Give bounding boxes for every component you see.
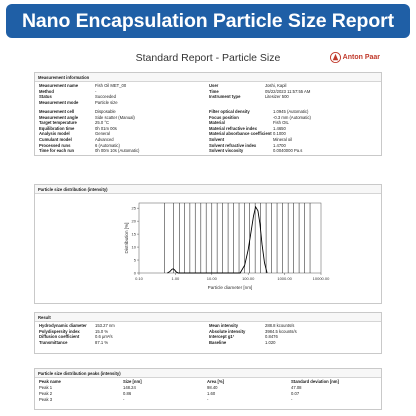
- kv-value: 0.8476: [265, 334, 278, 340]
- y-tick-label: 5: [133, 257, 136, 263]
- kv-value: 0.0040000 Pa.s: [273, 148, 303, 154]
- kv-value: -: [95, 88, 97, 94]
- peaks-header-cell: Peak name: [39, 378, 61, 384]
- kv-value: 25.0 °C: [95, 120, 110, 126]
- kv-value: 1.020: [265, 339, 276, 345]
- kv-row: [39, 340, 115, 346]
- kv-label: Method: [39, 88, 54, 94]
- report-banner: [6, 4, 410, 38]
- x-tick-label: 1.00: [171, 276, 180, 281]
- report-page: [34, 44, 382, 416]
- y-tick-label: 10: [131, 244, 136, 250]
- result-section: [34, 312, 382, 354]
- table-cell: 0.86: [123, 390, 132, 396]
- kv-label: Material refractive index: [209, 125, 257, 131]
- logo-text: Anton Paar: [342, 54, 380, 61]
- kv-value: -0.3 mm (Automatic): [273, 114, 311, 120]
- kv-value: Advanced: [95, 136, 114, 142]
- kv-label: Equilibration time: [39, 125, 75, 131]
- y-tick-label: 20: [131, 218, 136, 224]
- mi-left-group1: [39, 83, 126, 105]
- plot-frame: [139, 203, 321, 273]
- kv-label: Time for each run: [39, 148, 75, 154]
- result-right: [209, 323, 297, 345]
- x-tick-label: 1000.00: [277, 276, 292, 281]
- table-cell: 98.40: [207, 384, 218, 390]
- kv-value: 87.1 %: [95, 339, 109, 345]
- kv-value: 0h 01m 00s: [95, 125, 117, 131]
- kv-label: Measurement angle: [39, 114, 79, 120]
- report-header: [34, 44, 382, 72]
- kv-label: Polydispersity index: [39, 328, 80, 334]
- kv-value: Mineral oil: [273, 136, 293, 142]
- table-cell: 0.07: [291, 390, 300, 396]
- kv-value: 288.8 kcounts/s: [265, 323, 295, 328]
- table-cell: -: [291, 396, 293, 402]
- kv-label: Focus position: [209, 114, 239, 120]
- kv-row: [209, 340, 297, 346]
- kv-row: [209, 148, 311, 154]
- table-row: [39, 396, 375, 402]
- kv-row: [39, 100, 126, 106]
- kv-label: Material absorbance coefficient: [209, 131, 272, 137]
- kv-label: Solvent refractive index: [209, 142, 257, 148]
- kv-label: Solvent: [209, 136, 225, 142]
- measurement-information-section: [34, 72, 382, 156]
- y-tick-label: 15: [131, 231, 136, 237]
- table-cell: Peak 3: [39, 396, 53, 402]
- kv-label: Transmittance: [39, 339, 68, 345]
- x-tick-label: 0.10: [135, 276, 143, 281]
- kv-label: Measurement name: [39, 83, 79, 88]
- table-cell: -: [123, 396, 125, 402]
- x-tick-label: 10.00: [206, 276, 217, 281]
- table-cell: Peak 2: [39, 390, 53, 396]
- table-cell: 47.08: [291, 384, 302, 390]
- distribution-section: [34, 184, 382, 304]
- kv-label: Instrument type: [209, 94, 241, 100]
- kv-value: 15.0 %: [95, 328, 109, 334]
- kv-value: 3984.5 kcounts/s: [265, 328, 297, 334]
- y-axis-title: Distribution [%]: [124, 222, 129, 254]
- kv-value: 153.27 nm: [95, 323, 115, 328]
- kv-value: Succeeded: [95, 94, 116, 100]
- kv-label: Material: [209, 120, 225, 126]
- mi-left-group2: [39, 109, 139, 154]
- table-cell: 148.24: [123, 384, 136, 390]
- kv-label: Measurement mode: [39, 99, 79, 105]
- kv-value: Joshi, Kapil: [265, 83, 287, 88]
- kv-row: [209, 94, 310, 100]
- peaks-header-cell: Size [nm]: [123, 378, 142, 384]
- kv-value: 1.4700: [273, 142, 286, 148]
- kv-label: Processed runs: [39, 142, 71, 148]
- kv-value: General: [95, 131, 110, 137]
- distribution-chart-svg: [124, 199, 330, 293]
- peaks-title: Particle size distribution peaks (intensity): [35, 369, 381, 378]
- kv-label: User: [209, 83, 219, 88]
- kv-label: Baseline: [209, 339, 227, 345]
- kv-value: 0h 00m 10s (Automatic): [95, 148, 140, 154]
- distribution-title: Particle size distribution (intensity): [35, 185, 381, 194]
- distribution-chart: [124, 199, 330, 293]
- kv-label: Status: [39, 94, 52, 100]
- x-axis-title: Particle diameter [nm]: [207, 285, 253, 290]
- report-title: Standard Report - Particle Size: [135, 52, 281, 64]
- kv-label: Mean intensity: [209, 323, 239, 328]
- kv-value: Side scatter (Manual): [95, 114, 135, 120]
- kv-value: 0.1000: [273, 131, 286, 137]
- table-cell: 1.60: [207, 390, 216, 396]
- kv-value: Litesizer 500: [265, 94, 289, 100]
- banner-title: Nano Encapsulation Particle Size Report: [21, 9, 395, 32]
- kv-label: Time: [209, 88, 219, 94]
- result-left: [39, 323, 115, 345]
- kv-value: 1.0945 (Automatic): [273, 109, 309, 114]
- kv-label: Intercept g1²: [209, 334, 235, 340]
- kv-label: Measurement cell: [39, 109, 75, 114]
- kv-value: Disposable: [95, 109, 116, 114]
- kv-label: Cumulant model: [39, 136, 72, 142]
- kv-value: 05/22/2023 11:57:55 AM: [265, 88, 311, 94]
- table-cell: -: [207, 396, 209, 402]
- kv-label: Diffusion coefficient: [39, 334, 80, 340]
- x-tick-label: 10000.00: [312, 276, 330, 281]
- y-tick-label: 25: [131, 205, 136, 211]
- peaks-table: [39, 378, 375, 402]
- mi-right-group1: [209, 83, 310, 100]
- kv-value: 1.4650: [273, 125, 286, 131]
- kv-label: Analysis model: [39, 131, 70, 137]
- measurement-information-title: Measurement information: [35, 73, 381, 82]
- y-tick-label: 0: [133, 270, 136, 276]
- kv-label: Absolute intensity: [209, 328, 246, 334]
- peaks-header-cell: Area [%]: [207, 378, 224, 384]
- anton-paar-logo: [330, 52, 380, 63]
- x-tick-label: 100.00: [242, 276, 255, 281]
- peaks-section: [34, 368, 382, 410]
- kv-value: Fish Oil MET_00: [95, 83, 127, 88]
- peaks-header-cell: Standard deviation [nm]: [291, 378, 339, 384]
- kv-label: Hydrodynamic diameter: [39, 323, 87, 328]
- kv-value: Fish OIL: [273, 120, 289, 126]
- result-title: Result: [35, 313, 381, 322]
- table-cell: Peak 1: [39, 384, 53, 390]
- kv-value: 0.6 μm²/s: [95, 334, 113, 340]
- kv-label: Target temperature: [39, 120, 77, 126]
- mi-right-group2: [209, 109, 311, 154]
- anton-paar-logo-icon: [330, 52, 341, 63]
- kv-label: Filter optical density: [209, 109, 250, 114]
- kv-value: 6 (Automatic): [95, 142, 120, 148]
- kv-label: Solvent viscosity: [209, 148, 244, 154]
- kv-row: [39, 148, 139, 154]
- kv-value: Particle size: [95, 99, 118, 105]
